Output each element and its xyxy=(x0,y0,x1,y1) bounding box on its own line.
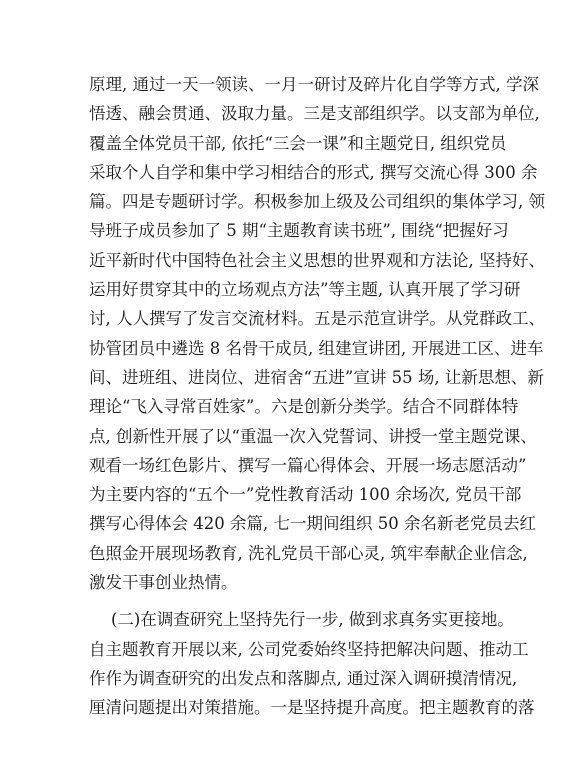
text-line: 运用好贯穿其中的立场观点方法”等主题, 认真开展了学习研 xyxy=(89,280,521,300)
text-line: 观看一场红色影片、撰写一篇心得体会、开展一场志愿活动” xyxy=(89,455,527,475)
text-line: 自主题教育开展以来, 公司党委始终坚持把解决问题、推动工 xyxy=(89,639,529,659)
text-line: 原理, 通过一天一领读、一月一研讨及碎片化自学等方式, 学深 xyxy=(89,75,539,94)
text-line: 导班子成员参加了 5 期“主题教育读书班”, 围绕“把握好习 xyxy=(89,221,509,241)
section-heading-line: (二)在调查研究上坚持先行一步, 做到求真务实更接地。 xyxy=(111,610,514,630)
text-line: 悟透、融会贯通、汲取力量。三是支部组织学。以支部为单位, xyxy=(89,104,540,124)
text-line: 色照金开展现场教育, 洗礼党员干部心灵, 筑牢奉献企业信念, xyxy=(89,543,528,563)
text-line: 撰写心得体会 420 余篇, 七一期间组织 50 余名新老党员去红 xyxy=(89,514,536,534)
text-line: 作作为调查研究的出发点和落脚点, 通过深入调研摸清情况, xyxy=(89,668,518,688)
paragraph-research xyxy=(89,605,535,722)
text-line: 覆盖全体党员干部, 依托“三会一课”和主题党日, 组织党员 xyxy=(89,133,507,153)
paragraph-study-methods xyxy=(89,70,545,597)
text-line: 为主要内容的“五个一”党性教育活动 100 余场次, 党员干部 xyxy=(89,485,522,505)
text-line: 点, 创新性开展了以“重温一次入党誓词、讲授一堂主题党课、 xyxy=(89,426,537,446)
text-line: 讨, 人人撰写了发言交流材料。五是示范宣讲学。从党群政工、 xyxy=(89,309,545,329)
paragraph-gap xyxy=(89,597,509,605)
text-line: 篇。四是专题研讨学。积极参加上级及公司组织的集体学习, 领 xyxy=(89,192,545,212)
text-line: 间、进班组、进岗位、进宿舍“五进”宣讲 55 场, 让新思想、新 xyxy=(89,367,544,387)
text-line: 理论“飞入寻常百姓家”。六是创新分类学。结合不同群体特 xyxy=(89,397,519,417)
body-text xyxy=(89,70,545,723)
text-line: 协管团员中遴选 8 名骨干成员, 组建宣讲团, 开展进工区、进车 xyxy=(89,338,544,358)
text-line: 厘清问题提出对策措施。一是坚持提升高度。把主题教育的落 xyxy=(89,698,535,718)
text-line: 近平新时代中国特色社会主义思想的世界观和方法论, 坚持好、 xyxy=(89,250,545,270)
text-line: 采取个人自学和集中学习相结合的形式, 撰写交流心得 300 余 xyxy=(89,162,538,182)
text-line: 激发干事创业热情。 xyxy=(89,573,238,593)
